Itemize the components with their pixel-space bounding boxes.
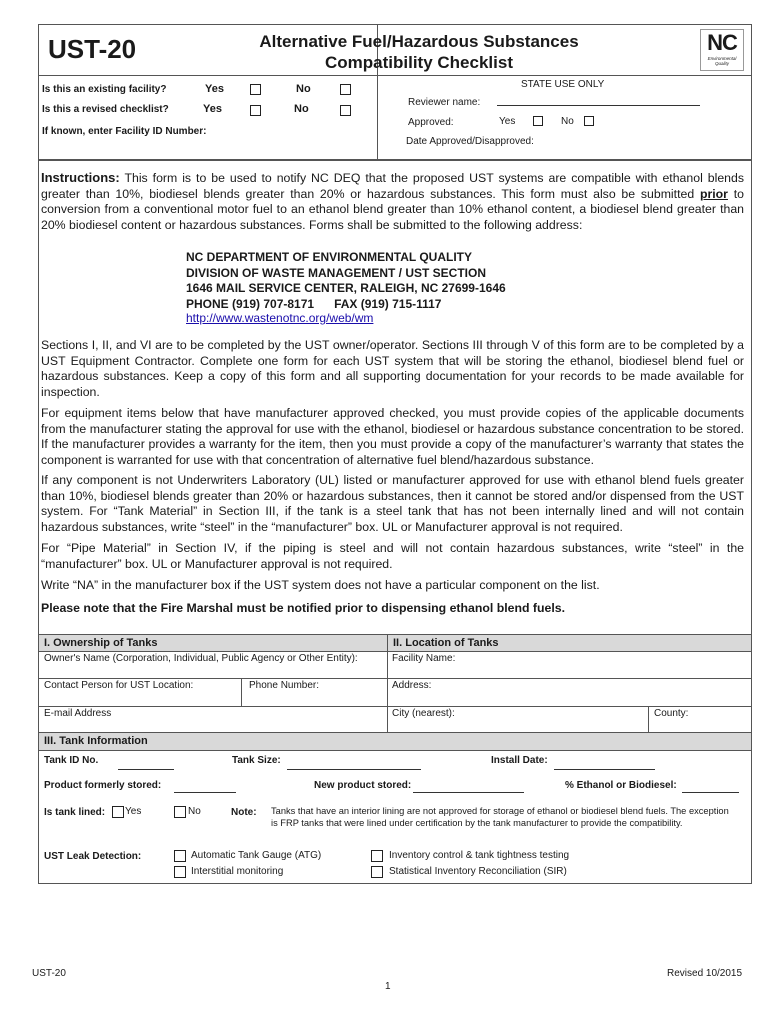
revised-yes-checkbox[interactable] <box>250 105 261 116</box>
owner-name-label: Owner's Name (Corporation, Individual, Public Agency or Other Entity): <box>44 653 358 664</box>
revised-yes-label: Yes <box>203 103 222 115</box>
form-title-line2: Compatibility Checklist <box>325 53 513 72</box>
nc-deq-logo <box>700 29 744 71</box>
tank-lined-label: Is tank lined: <box>44 807 106 818</box>
approved-label: Approved: <box>408 117 454 128</box>
formerly-stored-field[interactable] <box>174 792 236 793</box>
header-divider-top <box>38 75 377 76</box>
phone-number-label: Phone Number: <box>249 680 320 691</box>
atg-label: Automatic Tank Gauge (ATG) <box>191 850 322 861</box>
leak-detection-label: UST Leak Detection: <box>44 851 142 862</box>
website-link[interactable]: http://www.wastenotnc.org/web/wm <box>186 311 374 325</box>
city-label: City (nearest): <box>392 708 455 719</box>
lined-yes-checkbox[interactable] <box>112 806 124 818</box>
instructions-paragraph-6: Write “NA” in the manufacturer box if the UST system does not have a particular component on the list. <box>41 578 600 592</box>
ethanol-percent-label: % Ethanol or Biodiesel: <box>565 780 677 791</box>
address-line-4: PHONE (919) 707-8171 FAX (919) 715-1117 <box>186 296 442 311</box>
instructions-paragraph-1 <box>41 170 744 233</box>
lined-no-label: No <box>188 806 201 817</box>
form-code: UST-20 <box>48 34 137 64</box>
address-line-3: 1646 MAIL SERVICE CENTER, RALEIGH, NC 27699-1646 <box>186 281 506 295</box>
instructions-text-a: This form is to be used to notify NC DEQ that the proposed UST systems are compatible with ethanol blends greater than 10%, biodiesel blends greater than 20% or hazardous substances. This form must also be submitted <box>41 171 744 201</box>
header-divider-right <box>377 75 752 76</box>
logo-sub: Environmental Quality <box>707 56 737 66</box>
interstitial-checkbox[interactable] <box>174 866 186 878</box>
tank-size-label: Tank Size: <box>232 755 281 766</box>
address-line-2: DIVISION OF WASTE MANAGEMENT / UST SECTION <box>186 265 487 280</box>
address-label: Address: <box>392 680 432 691</box>
instructions-paragraph-4: If any component is not Underwriters Laboratory (UL) listed or manufacturer approved for use with ethanol blend fuels greater than 10%, biodiesel blends greater than 20% or hazardous substances, then it cannot be stored and/or dispensed from the UST system. For “Tank Material” in Section III, if the tank is a steel tank that has not been internally lined and will not contain hazardous substances, write “steel” in the “manufacturer” box. UL or Manufacturer approval is not required. <box>41 473 744 534</box>
formerly-stored-label: Product formerly stored: <box>44 780 162 791</box>
tank-id-field[interactable] <box>118 769 174 770</box>
existing-facility-question: Is this an existing facility? <box>42 84 167 95</box>
existing-no-checkbox[interactable] <box>340 84 351 95</box>
form-title-line1: Alternative Fuel/Hazardous Substances <box>259 32 579 51</box>
instructions-paragraph-5: For “Pipe Material” in Section IV, if the piping is steel and will not contain hazardous substances, write “steel” in the “manufacturer” box. UL or Manufacturer approval is not required. <box>41 541 744 571</box>
page-number: 1 <box>385 981 391 992</box>
footer-revision: Revised 10/2015 <box>667 968 743 979</box>
sir-checkbox[interactable] <box>371 866 383 878</box>
install-date-field[interactable] <box>554 769 655 770</box>
county-label: County: <box>654 708 689 719</box>
revised-no-label: No <box>294 103 309 115</box>
footer-form-code: UST-20 <box>32 968 66 979</box>
note-label: Note: <box>231 807 257 818</box>
lined-yes-label: Yes <box>125 806 142 817</box>
instructions-lead: Instructions: <box>41 170 120 185</box>
instructions-paragraph-3: For equipment items below that have manufacturer approved checked, you must provide copies of the applicable documents from the manufacturer stating the approval for use with the ethanol, biodiesel or hazardous substance concentration to be stored. If the manufacturer provides a warranty for the item, then you must provide a copy of the manufacturer’s warranty that states the component is warranted for use with that concentration of alternative fuel blend/hazardous substance. <box>41 406 744 467</box>
mailing-address <box>186 250 506 312</box>
tank-id-label: Tank ID No. <box>44 755 99 766</box>
city-county-divider <box>648 706 649 732</box>
section1-header: I. Ownership of Tanks <box>39 635 387 651</box>
new-product-field[interactable] <box>413 792 524 793</box>
row-line-5 <box>38 750 752 751</box>
tank-size-field[interactable] <box>287 769 421 770</box>
revised-checklist-question: Is this a revised checklist? <box>42 104 169 115</box>
fire-marshal-note: Please note that the Fire Marshal must be notified prior to dispensing ethanol blend fuels. <box>41 601 566 615</box>
state-use-title: STATE USE ONLY <box>521 79 605 90</box>
install-date-label: Install Date: <box>491 755 548 766</box>
instructions-prior: prior <box>699 186 728 201</box>
section3-header: III. Tank Information <box>39 733 751 750</box>
instructions-paragraph-2: Sections I, II, and VI are to be completed by the UST owner/operator. Sections III through V of this form are to be completed by a UST Equipment Contractor. Complete one form for each UST system that will be storing the ethanol, biodiesel blend fuel or hazardous substances. Keep a copy of this form and all supporting documentation for your records to be made available for inspection. <box>41 338 744 399</box>
approved-yes-checkbox[interactable] <box>533 116 543 126</box>
existing-yes-label: Yes <box>205 83 224 95</box>
revised-no-checkbox[interactable] <box>340 105 351 116</box>
interstitial-label: Interstitial monitoring <box>191 866 284 877</box>
contact-person-label: Contact Person for UST Location: <box>44 680 194 691</box>
section2-header: II. Location of Tanks <box>388 635 751 651</box>
lining-note-text: Tanks that have an interior lining are not approved for storage of ethanol or biodiesel blend fuels. The exception is FRP tanks that were lined under certification by the tank manufacturer to provide the compatibility. <box>271 806 729 828</box>
facility-name-label: Facility Name: <box>392 653 456 664</box>
instructions-text-b: to conversion from a conventional motor fuel to an ethanol blend greater than 10% ethanol content, a biodiesel blend greater than 20% biodiesel content or hazardous substances. Forms shall be submitted to the following address: <box>41 186 744 232</box>
date-approved-label: Date Approved/Disapproved: <box>406 136 534 147</box>
logo-text: NC <box>707 30 737 55</box>
approved-no-label: No <box>561 116 574 127</box>
approved-no-checkbox[interactable] <box>584 116 594 126</box>
address-line-1: NC DEPARTMENT OF ENVIRONMENTAL QUALITY <box>186 250 472 264</box>
contact-phone-divider <box>241 678 242 706</box>
atg-checkbox[interactable] <box>174 850 186 862</box>
reviewer-label: Reviewer name: <box>408 97 481 108</box>
approved-yes-label: Yes <box>499 116 516 127</box>
existing-yes-checkbox[interactable] <box>250 84 261 95</box>
inventory-label: Inventory control & tank tightness testing <box>389 850 570 861</box>
reviewer-field[interactable] <box>497 105 700 106</box>
email-label: E-mail Address <box>44 708 112 719</box>
facility-id-label: If known, enter Facility ID Number: <box>42 126 207 137</box>
new-product-label: New product stored: <box>314 780 412 791</box>
existing-no-label: No <box>296 83 311 95</box>
ethanol-percent-field[interactable] <box>682 792 739 793</box>
inventory-checkbox[interactable] <box>371 850 383 862</box>
sir-label: Statistical Inventory Reconciliation (SIR) <box>389 866 567 877</box>
lined-no-checkbox[interactable] <box>174 806 186 818</box>
